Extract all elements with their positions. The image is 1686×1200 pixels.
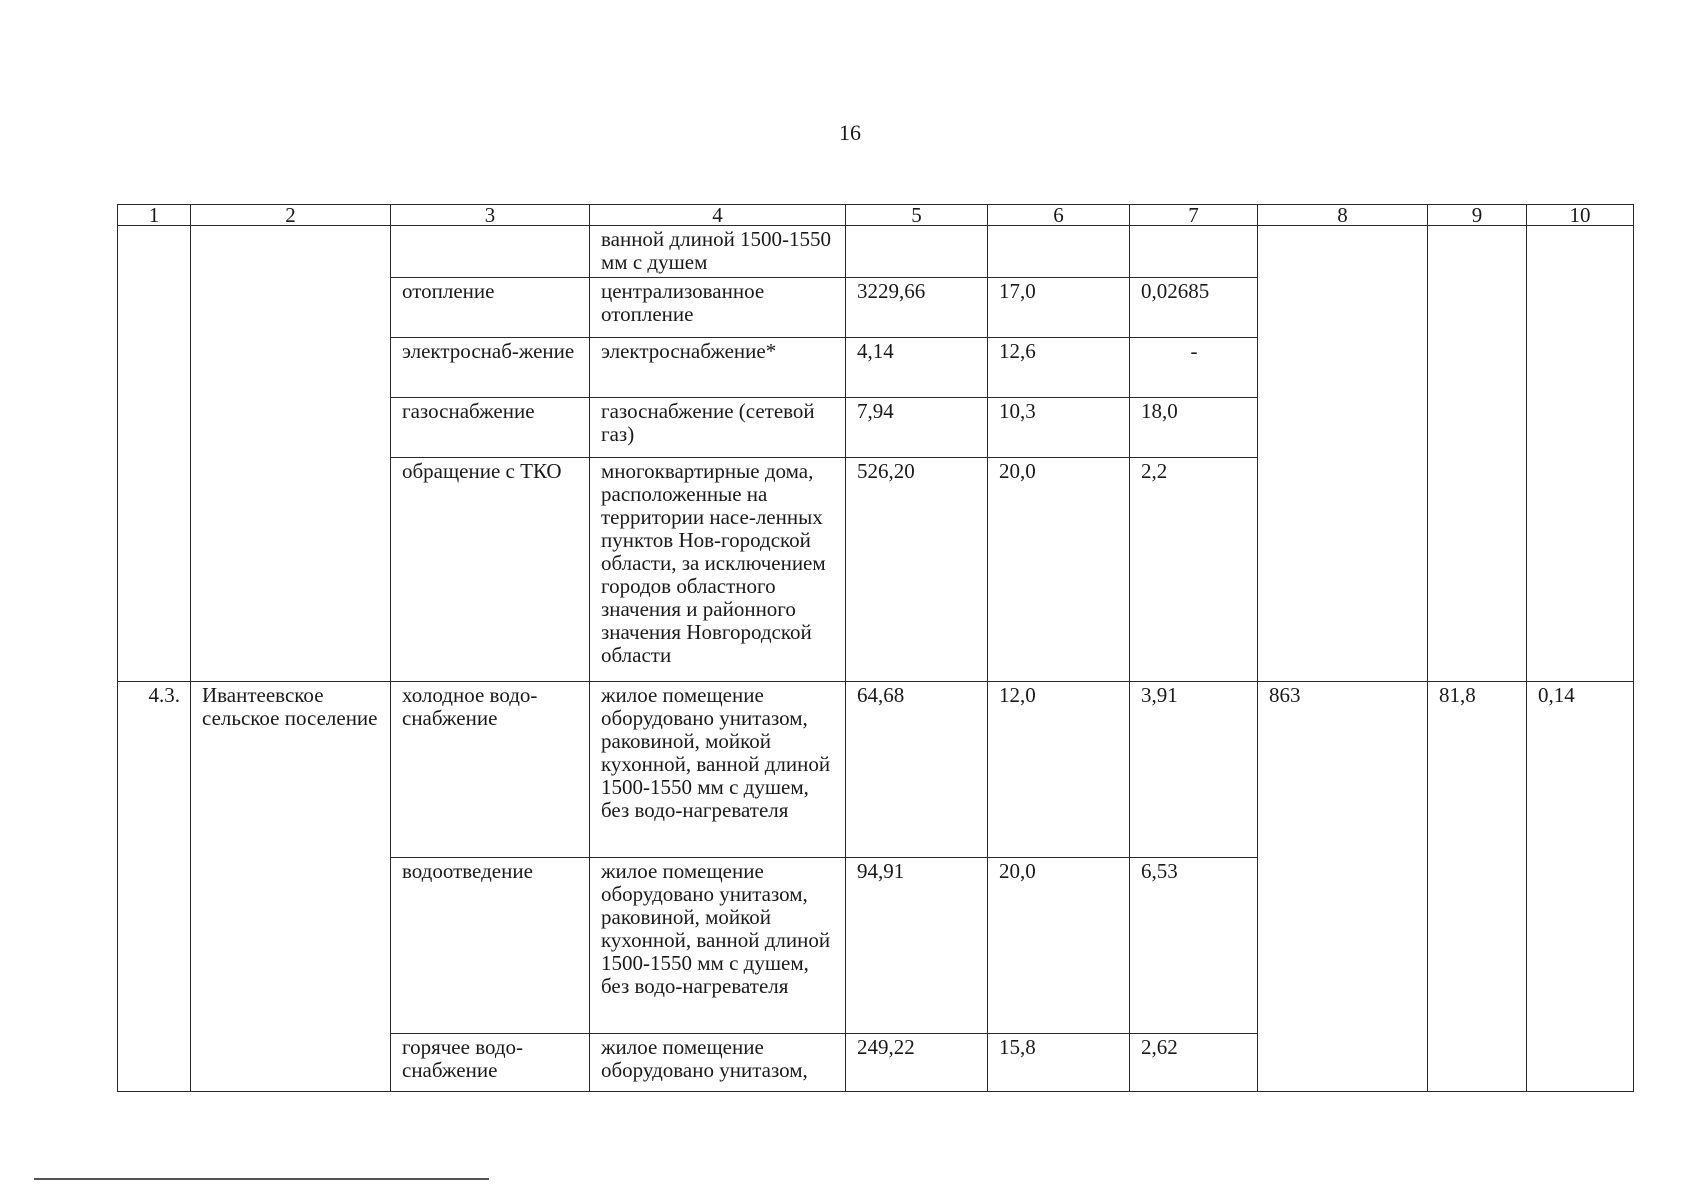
cell-description: централизованное отопление [590,278,846,338]
cell-volume [1130,226,1258,278]
cell-tariff: 94,91 [846,858,988,1034]
cell-col10: 0,14 [1527,682,1634,1092]
column-header-7: 7 [1130,205,1258,226]
cell-tariff [846,226,988,278]
cell-norm: 12,6 [988,338,1130,398]
cell-volume: 3,91 [1130,682,1258,858]
cell-tariff: 64,68 [846,682,988,858]
cell-volume: 2,2 [1130,458,1258,682]
cell-norm: 10,3 [988,398,1130,458]
cell-norm [988,226,1130,278]
cell-description: ванной длиной 1500-1550 мм с душем [590,226,846,278]
cell-col10-empty [1527,226,1634,682]
column-header-5: 5 [846,205,988,226]
cell-service: обращение с ТКО [391,458,590,682]
table-row [118,226,1634,278]
cell-service: отопление [391,278,590,338]
cell-tariff: 526,20 [846,458,988,682]
column-header-10: 10 [1527,205,1634,226]
page-number: 16 [839,120,861,145]
cell-description: газоснабжение (сетевой газ) [590,398,846,458]
cell-tariff: 7,94 [846,398,988,458]
column-number-row [118,205,1634,226]
cell-service: газоснабжение [391,398,590,458]
cell-col8-empty [1258,226,1428,682]
cell-norm: 12,0 [988,682,1130,858]
cell-service: водоотведение [391,858,590,1034]
footer-divider [34,1178,489,1180]
cell-section-number: 4.3. [118,682,191,1092]
cell-description: жилое помещение оборудовано унитазом, [590,1034,846,1092]
cell-volume: - [1130,338,1258,398]
column-header-2: 2 [191,205,391,226]
cell-norm: 15,8 [988,1034,1130,1092]
cell-col8: 863 [1258,682,1428,1092]
cell-description: многоквартирные дома, расположенные на территории насе-ленных пунктов Нов-городской области, за исключением городов областного значения и районного значения Новгородской области [590,458,846,682]
cell-volume: 6,53 [1130,858,1258,1034]
column-header-8: 8 [1258,205,1428,226]
cell-norm: 20,0 [988,458,1130,682]
cell-col9-empty [1428,226,1527,682]
column-header-3: 3 [391,205,590,226]
cell-norm: 17,0 [988,278,1130,338]
cell-col9: 81,8 [1428,682,1527,1092]
cell-volume: 0,02685 [1130,278,1258,338]
cell-description: электроснабжение* [590,338,846,398]
cell-tariff: 249,22 [846,1034,988,1092]
column-header-9: 9 [1428,205,1527,226]
cell-service [391,226,590,278]
column-header-4: 4 [590,205,846,226]
cell-tariff: 3229,66 [846,278,988,338]
cell-volume: 18,0 [1130,398,1258,458]
table-row [118,682,1634,858]
cell-description: жилое помещение оборудовано унитазом, раковиной, мойкой кухонной, ванной длиной 1500-1550 мм с душем, без водо-нагревателя [590,858,846,1034]
cell-service: холодное водо-снабжение [391,682,590,858]
column-header-6: 6 [988,205,1130,226]
cell-number-empty [118,226,191,682]
cell-service: горячее водо-снабжение [391,1034,590,1092]
cell-service: электроснаб-жение [391,338,590,398]
cell-description: жилое помещение оборудовано унитазом, раковиной, мойкой кухонной, ванной длиной 1500-1550 мм с душем, без водо-нагревателя [590,682,846,858]
cell-settlement-empty [191,226,391,682]
column-header-1: 1 [118,205,191,226]
tariff-table [117,204,1634,1092]
cell-tariff: 4,14 [846,338,988,398]
cell-volume: 2,62 [1130,1034,1258,1092]
cell-settlement-name: Ивантеевское сельское поселение [191,682,391,1092]
cell-norm: 20,0 [988,858,1130,1034]
